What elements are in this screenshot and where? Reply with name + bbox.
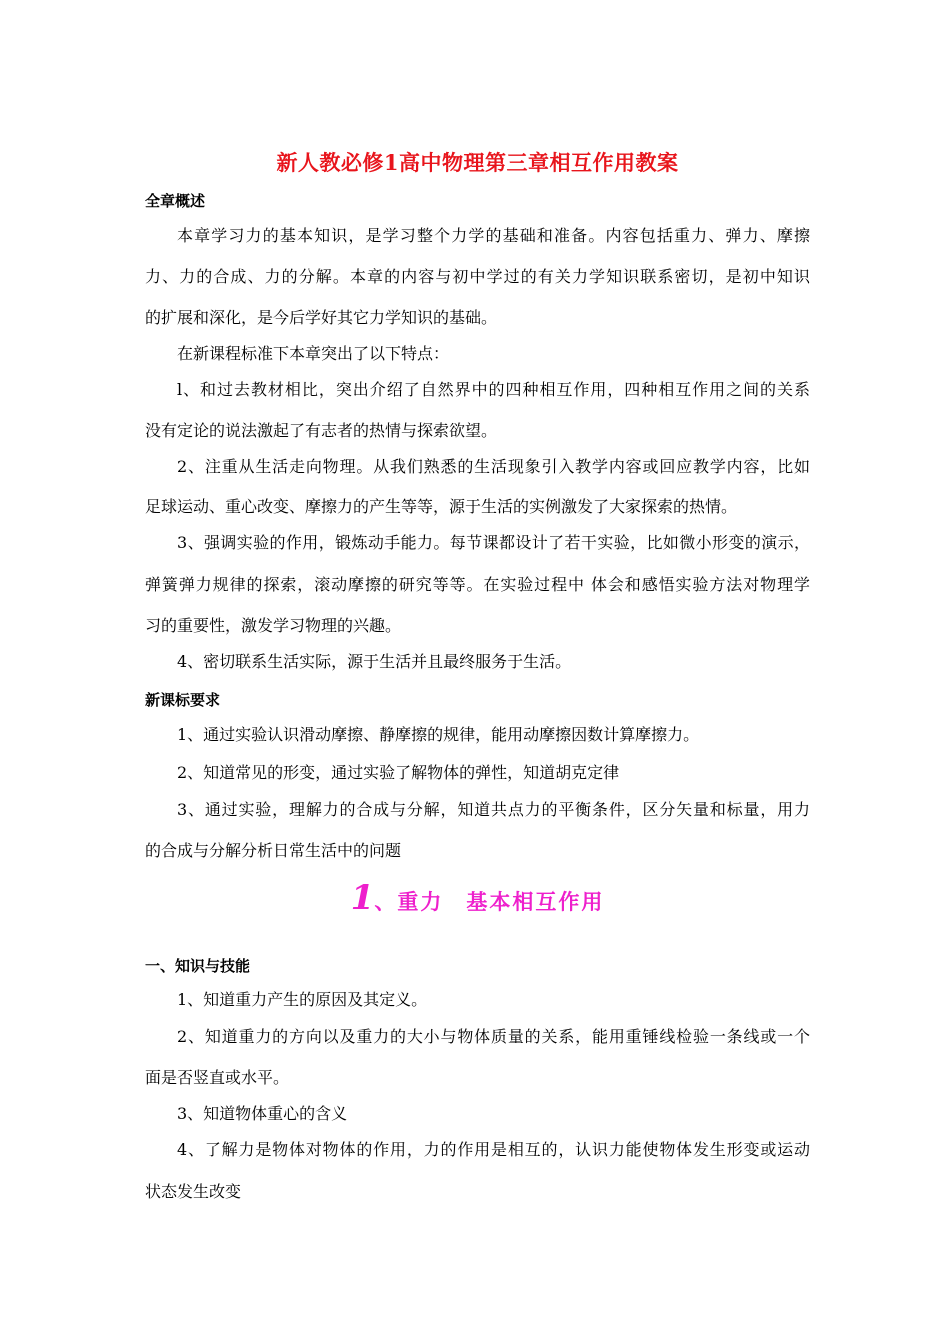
requirements-line: 的合成与分解分析日常生活中的问题 <box>145 841 402 860</box>
knowledge-line: 3、知道物体重心的含义 <box>177 1104 348 1123</box>
requirements-heading: 新课标要求 <box>145 691 221 709</box>
overview-line: 3、强调实验的作用，锻炼动手能力。每节课都设计了若干实验，比如微小形变的演示， <box>177 533 810 552</box>
requirements-line: 1、通过实验认识滑动摩擦、静摩擦的规律，能用动摩擦因数计算摩擦力。 <box>177 725 700 744</box>
overview-line: 本章学习力的基本知识，是学习整个力学的基础和准备。内容包括重力、弹力、摩擦 <box>177 226 810 245</box>
requirements-line: 3、通过实验，理解力的合成与分解，知道共点力的平衡条件，区分矢量和标量，用力 <box>177 800 810 819</box>
overview-heading: 全章概述 <box>145 192 206 210</box>
section-title <box>145 878 810 918</box>
overview-line: 2、注重从生活走向物理。从我们熟悉的生活现象引入教学内容或回应教学内容，比如 <box>177 457 810 476</box>
overview-line: 没有定论的说法激起了有志者的热情与探索欲望。 <box>145 421 498 440</box>
requirements-line: 2、知道常见的形变，通过实验了解物体的弹性，知道胡克定律 <box>177 763 620 782</box>
knowledge-line: 4、了解力是物体对物体的作用，力的作用是相互的，认识力能使物体发生形变或运动 <box>177 1140 810 1159</box>
overview-line: 力、力的合成、力的分解。本章的内容与初中学过的有关力学知识联系密切，是初中知识 <box>145 267 810 286</box>
overview-line: 在新课程标准下本章突出了以下特点： <box>177 344 450 363</box>
knowledge-line: 1、知道重力产生的原因及其定义。 <box>177 990 428 1009</box>
overview-line: 4、密切联系生活实际，源于生活并且最终服务于生活。 <box>177 652 572 671</box>
section-title-text: 、重力 基本相互作用 <box>374 889 605 914</box>
knowledge-line: 面是否竖直或水平。 <box>145 1068 290 1087</box>
knowledge-line: 2、知道重力的方向以及重力的大小与物体质量的关系，能用重锤线检验一条线或一个 <box>177 1027 810 1046</box>
overview-line: 的扩展和深化，是今后学好其它力学知识的基础。 <box>145 308 498 327</box>
knowledge-line: 状态发生改变 <box>145 1182 242 1201</box>
overview-line: 习的重要性，激发学习物理的兴趣。 <box>145 616 402 635</box>
overview-line: 弹簧弹力规律的探索，滚动摩擦的研究等等。在实验过程中 体会和感悟实验方法对物理学 <box>145 575 810 594</box>
overview-line: l、和过去教材相比，突出介绍了自然界中的四种相互作用，四种相互作用之间的关系 <box>177 380 810 399</box>
knowledge-heading: 一、知识与技能 <box>145 957 251 975</box>
document-title: 新人教必修1高中物理第三章相互作用教案 <box>276 150 679 175</box>
section-number: 1 <box>350 878 375 918</box>
overview-line: 足球运动、重心改变、摩擦力的产生等等，源于生活的实例激发了大家探索的热情。 <box>145 497 738 516</box>
